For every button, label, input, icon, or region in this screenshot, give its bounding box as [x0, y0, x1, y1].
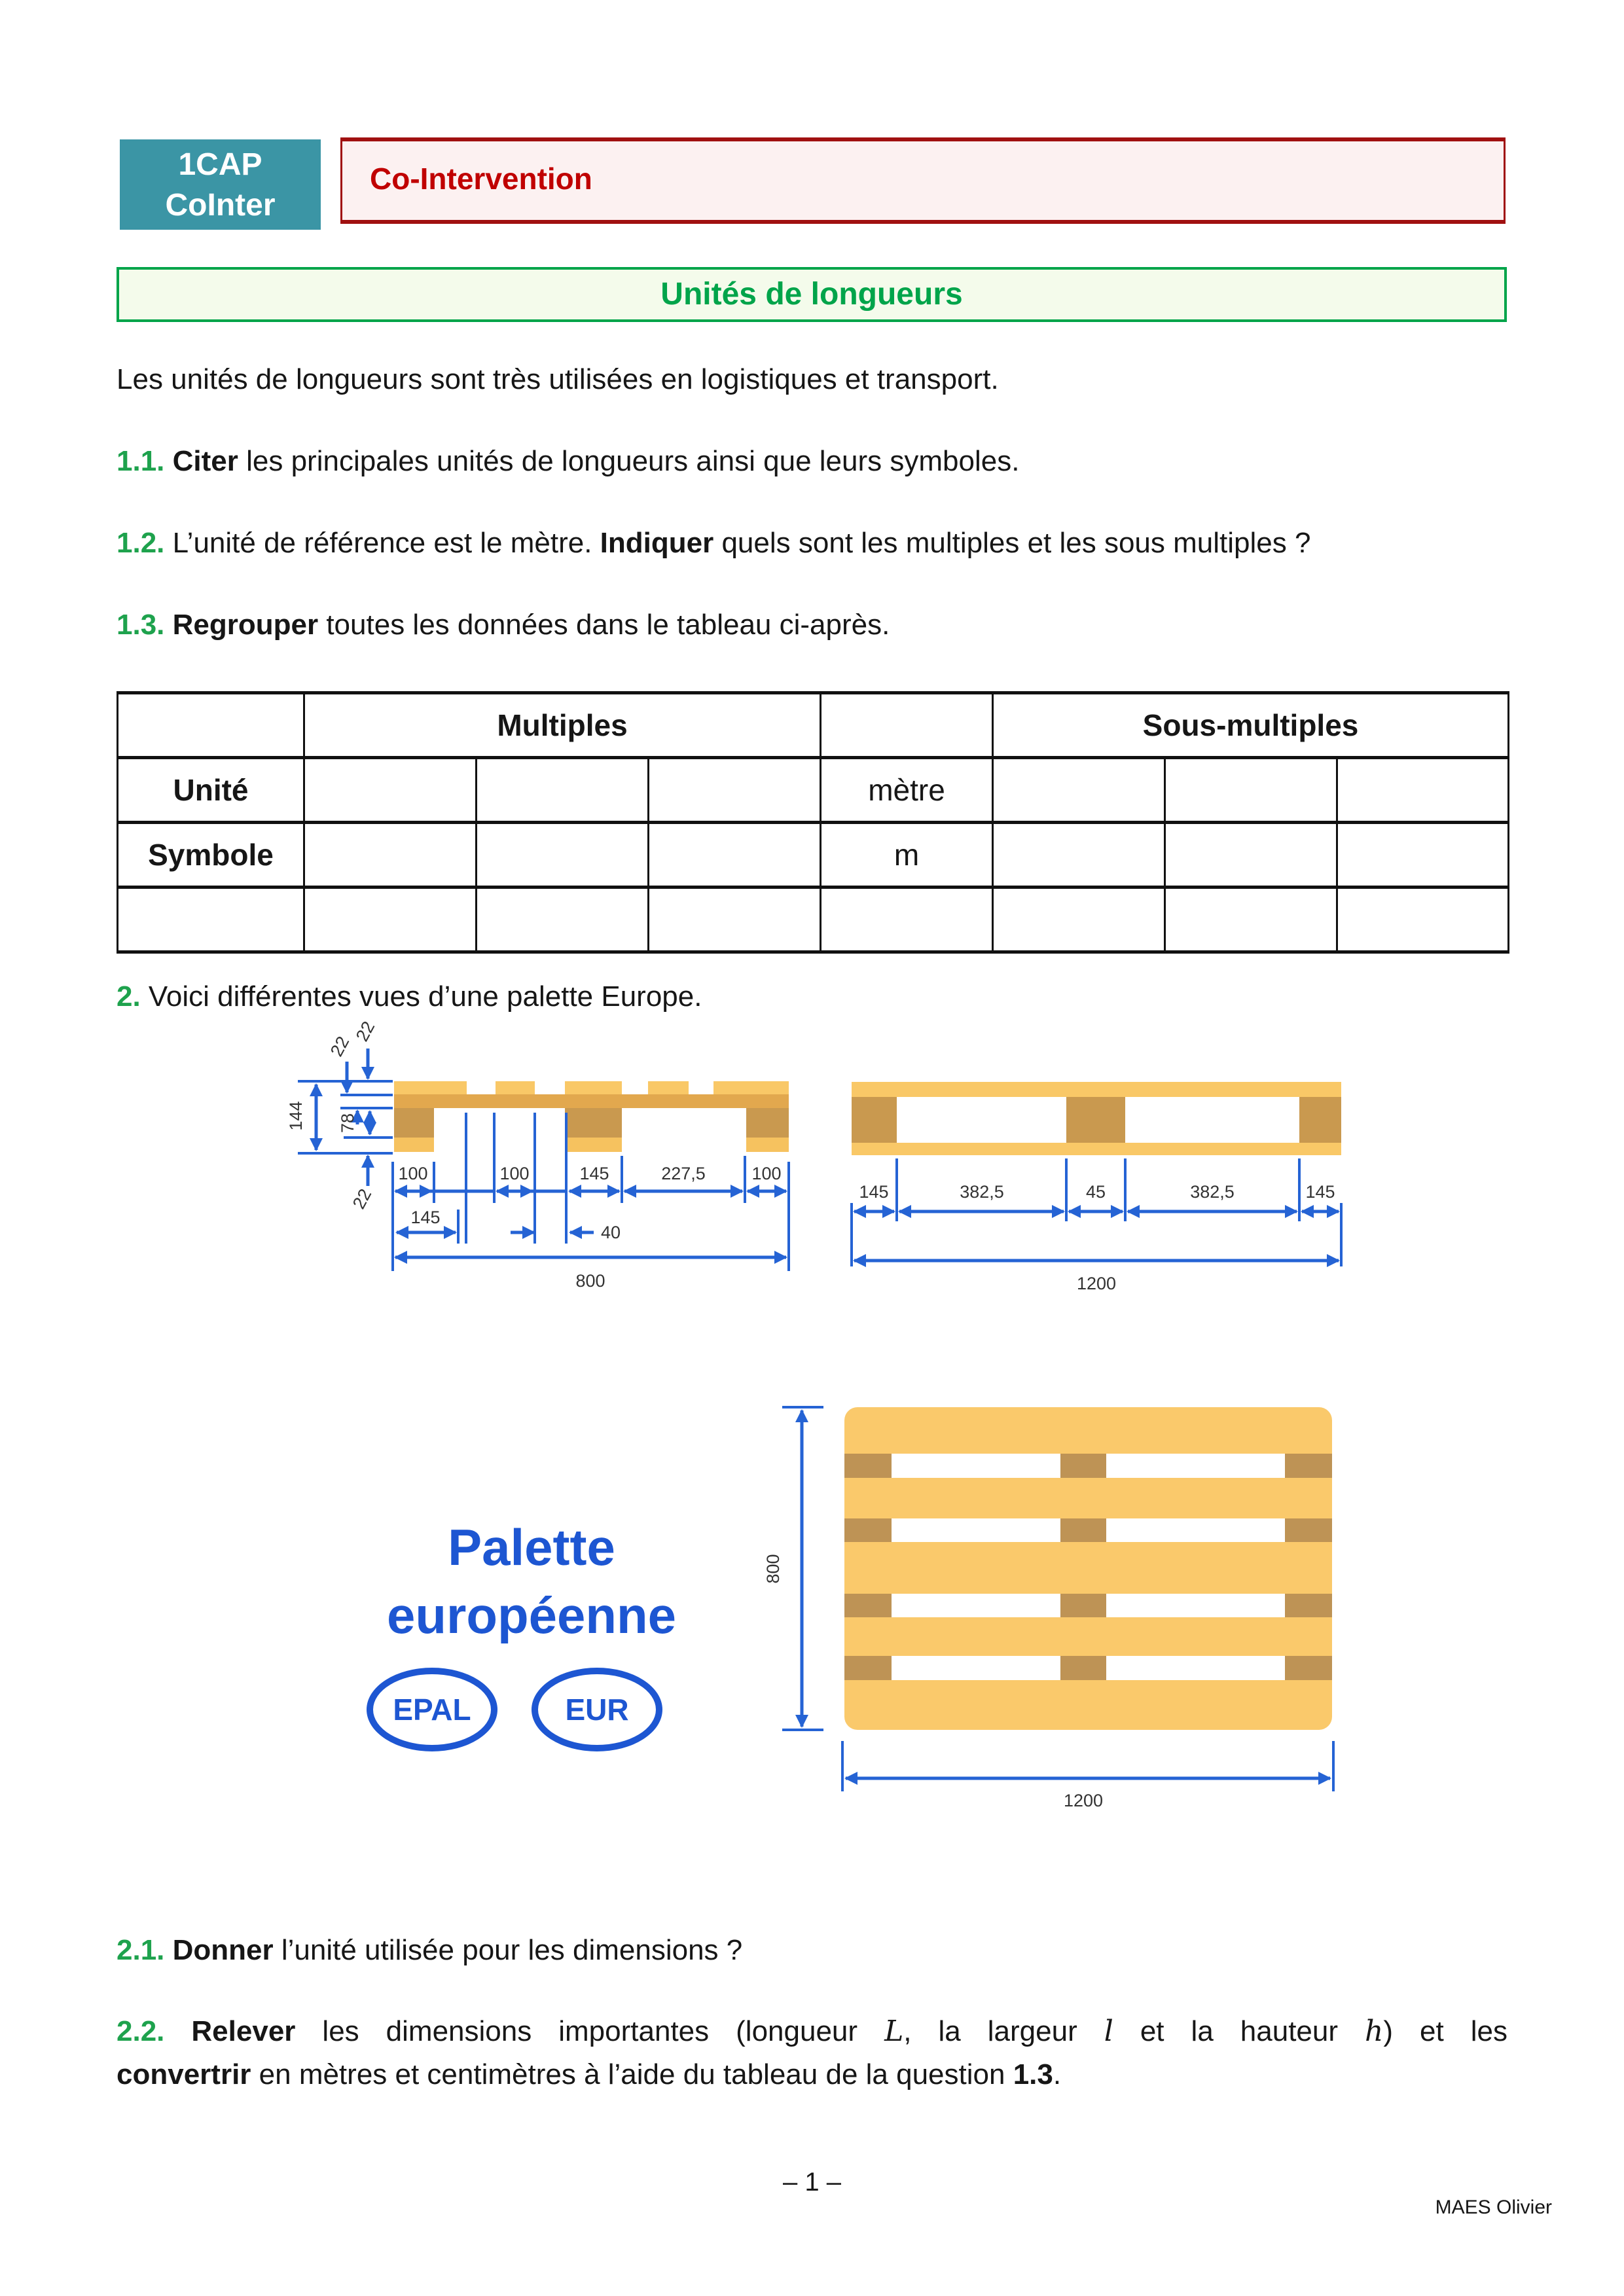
unite-blank-cell [304, 758, 477, 823]
brand-line2: européenne [386, 1587, 677, 1644]
unite-blank-cell [477, 758, 649, 823]
epal-badge: EPAL [367, 1668, 497, 1751]
question-number: 1.2. [117, 527, 165, 559]
var-longueur-L: L [884, 2015, 904, 2048]
dim-145-left: 145 [859, 1182, 889, 1202]
extra-blank-cell [1337, 888, 1509, 952]
pallet-side-1200-drawing [852, 1082, 1341, 1155]
units-table [117, 691, 1509, 954]
dim-800-total: 800 [575, 1271, 605, 1291]
dimension-lines [852, 1158, 1341, 1266]
dim-100-c: 100 [751, 1164, 782, 1183]
question-2: 2. Voici différentes vues d’une palette Europe. [117, 980, 702, 1013]
class-badge [120, 139, 321, 230]
question-1-2: 1.2. L’unité de référence est le mètre. Indiquer quels sont les multiples et les sous multiples ? [117, 527, 1311, 559]
title-banner [117, 267, 1507, 322]
dim-800-height: 800 [763, 1554, 783, 1584]
unite-reference-cell: mètre [821, 758, 993, 823]
corner-cell [118, 888, 304, 952]
dim-22-top-b: 22 [326, 1033, 353, 1060]
symbole-blank-cell [649, 823, 821, 888]
dim-144: 144 [286, 1101, 306, 1131]
class-badge-line1: 1CAP [178, 147, 262, 182]
question-number: 2.1. [117, 1934, 165, 1966]
page-number: – 1 – [783, 2168, 841, 2197]
var-largeur-l: l [1104, 2015, 1113, 2048]
brand-line1: Palette [448, 1518, 615, 1576]
dim-145-right: 145 [1305, 1182, 1335, 1202]
pallet-top-view-diagram [753, 1374, 1375, 1833]
course-label: Co-Intervention [370, 162, 592, 196]
question-number: 1.1. [117, 445, 165, 477]
question-number: 2.2. [117, 2015, 165, 2047]
pallet-side-view-800-diagram [275, 1008, 805, 1316]
sous-multiples-header: Sous-multiples [993, 693, 1509, 758]
dim-1200-width: 1200 [1063, 1791, 1104, 1810]
certification-badges [367, 1668, 733, 1751]
dim-40: 40 [601, 1223, 621, 1242]
page-title: Unités de longueurs [660, 277, 963, 312]
question-number: 1.3. [117, 609, 165, 641]
extra-blank-cell [821, 888, 993, 952]
multiples-header: Multiples [304, 693, 821, 758]
intro-text: Les unités de longueurs sont très utilisées en logistiques et transport. [117, 363, 999, 395]
question-2-2-line1: 2.2. Relever les dimensions importantes (longueur L, la largeur l et la hauteur h) et les [117, 2015, 1508, 2048]
unite-row-label: Unité [118, 758, 304, 823]
pallet-top-drawing [844, 1407, 1332, 1730]
dimension-labels [859, 1182, 1335, 1293]
unite-blank-cell [1165, 758, 1337, 823]
pallet-side-800-drawing [394, 1081, 789, 1152]
table-row [118, 888, 1509, 952]
author-name: MAES Olivier [1435, 2197, 1552, 2218]
symbole-row-label: Symbole [118, 823, 304, 888]
extra-blank-cell [1165, 888, 1337, 952]
unite-blank-cell [993, 758, 1165, 823]
dim-45: 45 [1085, 1182, 1106, 1202]
dim-100-a: 100 [398, 1164, 428, 1183]
dim-145: 145 [579, 1164, 609, 1183]
unite-blank-cell [649, 758, 821, 823]
dim-145-row2: 145 [410, 1208, 441, 1227]
table-row [118, 823, 1509, 888]
unite-blank-cell [1337, 758, 1509, 823]
question-2-2-line2: convertrir en mètres et centimètres à l’aide du tableau de la question 1.3. [117, 2058, 1062, 2090]
palette-europeenne-title [348, 1513, 715, 1649]
dim-100-b: 100 [499, 1164, 530, 1183]
table-row [118, 758, 1509, 823]
extra-blank-cell [304, 888, 477, 952]
spacer-cell [821, 693, 993, 758]
question-1-3: 1.3. Regrouper toutes les données dans le tableau ci-après. [117, 609, 890, 641]
corner-cell [118, 693, 304, 758]
symbole-blank-cell [1165, 823, 1337, 888]
symbole-reference-cell: m [821, 823, 993, 888]
eur-badge: EUR [532, 1668, 662, 1751]
extra-blank-cell [993, 888, 1165, 952]
question-2-1: 2.1. Donner l’unité utilisée pour les dimensions ? [117, 1934, 743, 1966]
dim-1200-total: 1200 [1076, 1274, 1117, 1293]
class-badge-line2: CoInter [165, 188, 276, 223]
table-row [118, 693, 1509, 758]
dim-227-5: 227,5 [661, 1164, 706, 1183]
dim-382-5-left: 382,5 [960, 1182, 1004, 1202]
question-number: 2. [117, 980, 141, 1013]
pallet-side-view-1200-diagram [831, 1008, 1362, 1316]
symbole-blank-cell [993, 823, 1165, 888]
extra-blank-cell [649, 888, 821, 952]
symbole-blank-cell [1337, 823, 1509, 888]
course-box [340, 137, 1506, 224]
question-1-1: 1.1. Citer les principales unités de longueurs ainsi que leurs symboles. [117, 445, 1020, 477]
var-hauteur-h: h [1365, 2015, 1384, 2048]
extra-blank-cell [477, 888, 649, 952]
symbole-blank-cell [477, 823, 649, 888]
dim-78: 78 [338, 1113, 357, 1134]
dim-22-bottom: 22 [348, 1185, 376, 1213]
symbole-blank-cell [304, 823, 477, 888]
dim-22-top-a: 22 [352, 1018, 379, 1045]
dim-382-5-right: 382,5 [1190, 1182, 1235, 1202]
